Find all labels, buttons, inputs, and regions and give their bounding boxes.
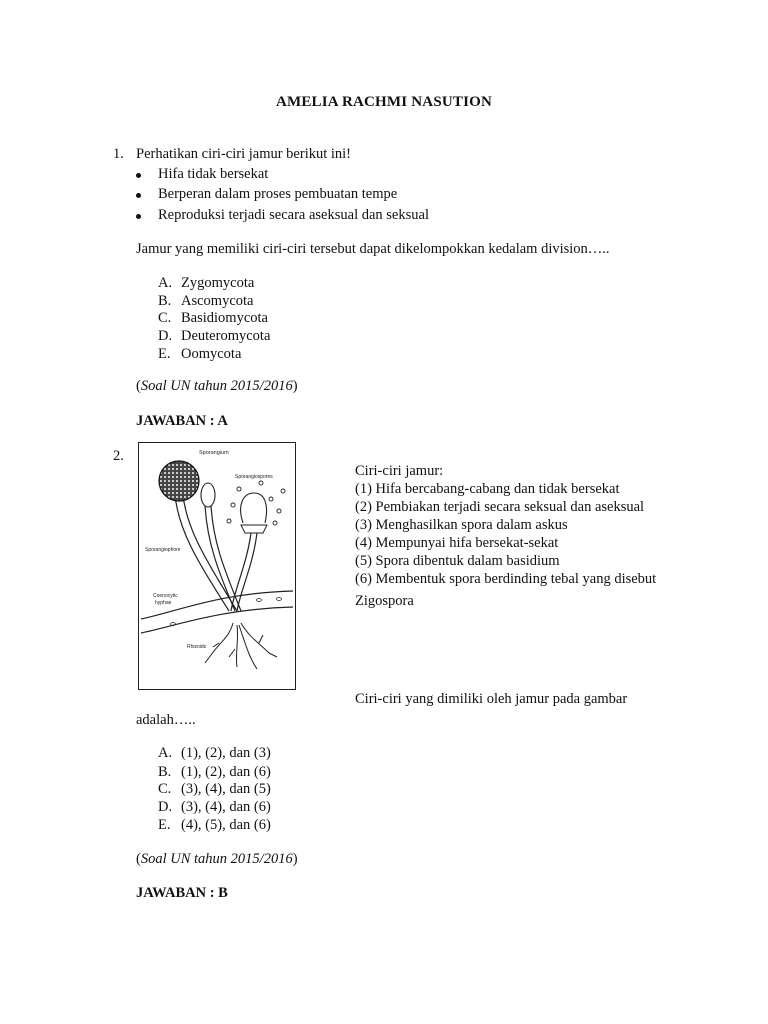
label-sporangiophore: Sporangiophore [145,547,181,553]
question-prompt: Perhatikan ciri-ciri jamur berikut ini! [136,146,352,162]
question-text: Jamur yang memiliki ciri-ciri tersebut dapat dikelompokkan kedalam division….. [136,241,610,257]
option-text: (1), (2), dan (3) [181,745,271,761]
option-text: (3), (4), dan (5) [181,781,271,797]
answer-key: JAWABAN : B [136,885,228,901]
option-text: (3), (4), dan (6) [181,799,271,815]
question-number: 1. [113,146,124,162]
page-title: AMELIA RACHMI NASUTION [275,94,493,110]
option-text: Zygomycota [181,275,255,291]
label-hyphae: hyphae [155,600,172,606]
feature-item: (5) Spora dibentuk dalam basidium [355,553,560,569]
option-text: Ascomycota [181,293,254,309]
bullet-item: Reproduksi terjadi secara aseksual dan seksual [158,207,429,223]
option-letter: A. [158,745,173,761]
option-letter: D. [158,328,173,344]
option-letter: A. [158,275,173,291]
option-letter: C. [158,781,172,797]
option-text: (4), (5), dan (6) [181,817,271,833]
feature-item: (3) Menghasilkan spora dalam askus [355,517,568,533]
source-citation: (Soal UN tahun 2015/2016) [136,378,298,394]
source-citation: (Soal UN tahun 2015/2016) [136,851,298,867]
label-sporangiospores: Sporangiospores [235,474,273,480]
option-text: Deuteromycota [181,328,271,344]
feature-item: (6) Membentuk spora berdinding tebal yang disebut [355,571,657,587]
option-letter: E. [158,346,171,362]
feature-item-continued: Zigospora [355,593,414,609]
option-letter: E. [158,817,171,833]
bullet-item: Hifa tidak bersekat [158,166,269,182]
option-letter: B. [158,293,172,309]
option-text: Basidiomycota [181,310,268,326]
feature-item: (1) Hifa bercabang-cabang dan tidak bersekat [355,481,620,497]
option-letter: B. [158,764,172,780]
label-sporangium: Sporangium [199,450,229,456]
option-letter: C. [158,310,172,326]
bullet-item: Berperan dalam proses pembuatan tempe [158,186,398,202]
question-text-continued: adalah….. [136,712,196,728]
feature-item: (4) Mempunyai hifa bersekat-sekat [355,535,559,551]
question-number: 2. [113,448,124,464]
features-title: Ciri-ciri jamur: [355,463,444,479]
answer-key: JAWABAN : A [136,413,228,429]
option-text: (1), (2), dan (6) [181,764,271,780]
feature-item: (2) Pembiakan terjadi secara seksual dan aseksual [355,499,645,515]
question-text: Ciri-ciri yang dimiliki oleh jamur pada gambar [355,691,628,707]
fungus-diagram [138,442,296,690]
label-coenocytic: Coenocytic [153,593,178,599]
label-rhizoids: Rhizoids [187,644,207,650]
option-letter: D. [158,799,173,815]
option-text: Oomycota [181,346,242,362]
